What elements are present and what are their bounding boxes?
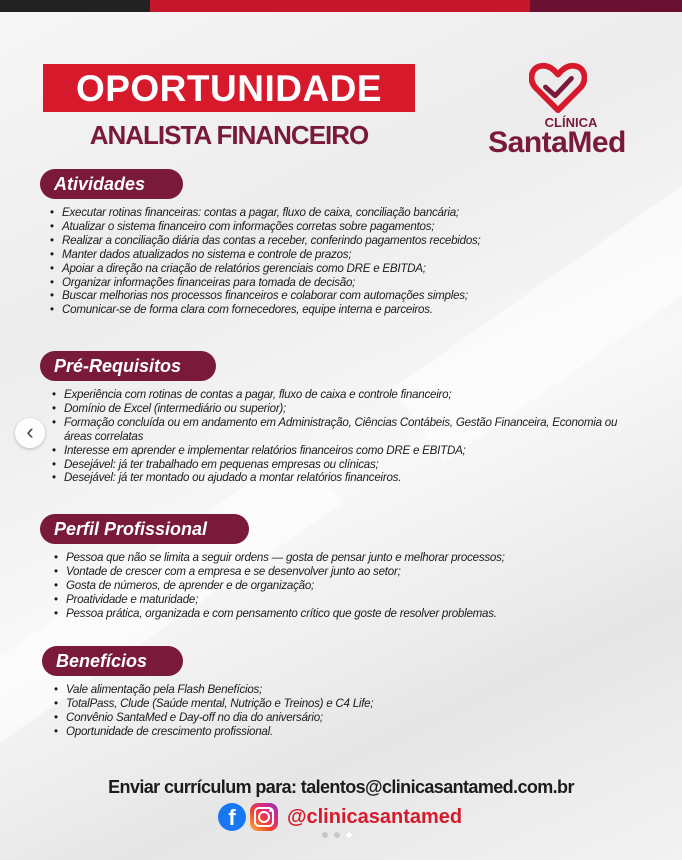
social-handle: @clinicasantamed xyxy=(287,806,463,828)
beneficios-list xyxy=(52,683,552,739)
section-heading-beneficios: Benefícios xyxy=(42,646,183,676)
list-item: • Comunicar-se de forma clara com fornecedores, equipe interna e parceiros. xyxy=(48,303,648,317)
top-color-bar xyxy=(0,0,682,12)
list-item: • Executar rotinas financeiras: contas a pagar, fluxo de caixa, conciliação bancária; xyxy=(48,206,648,220)
list-item: • Manter dados atualizados no sistema e controle de prazos; xyxy=(48,248,648,262)
list-item: • Pessoa prática, organizada e com pensamento crítico que goste de resolver problemas. xyxy=(52,607,652,621)
carousel-dot[interactable] xyxy=(334,832,340,838)
list-item: • Realizar a conciliação diária das contas a receber, conferindo pagamentos recebidos; xyxy=(48,234,648,248)
section-heading-pre-requisitos: Pré-Requisitos xyxy=(40,351,216,381)
page-title: OPORTUNIDADE xyxy=(75,68,383,109)
carousel-dots xyxy=(322,832,362,840)
facebook-icon: f xyxy=(218,803,246,831)
list-item: • Experiência com rotinas de contas a pagar, fluxo de caixa e controle financeiro; xyxy=(50,388,640,402)
list-item: • Formação concluída ou em andamento em Administração, Ciências Contábeis, Gestão Financeira, Economia ou áreas correlatas xyxy=(50,416,640,444)
list-item: • Desejável: já ter montado ou ajudado a montar relatórios financeiros. xyxy=(50,471,640,485)
section-heading-atividades: Atividades xyxy=(40,169,183,199)
list-item: • Proatividade e maturidade; xyxy=(52,593,652,607)
list-item: • Domínio de Excel (intermediário ou superior); xyxy=(50,402,640,416)
instagram-icon xyxy=(250,803,278,831)
list-item: • Atualizar o sistema financeiro com informações corretas sobre pagamentos; xyxy=(48,220,648,234)
pre-requisitos-list xyxy=(50,388,640,485)
atividades-list xyxy=(48,206,648,317)
list-item: • Interesse em aprender e implementar relatórios financeiros como DRE e EBITDA; xyxy=(50,444,640,458)
carousel-dot-active[interactable] xyxy=(346,832,352,838)
list-item: • Pessoa que não se limita a seguir ordens — gosta de pensar junto e melhorar processos; xyxy=(52,551,652,565)
heart-check-icon xyxy=(529,62,587,114)
carousel-prev-button[interactable]: ‹ xyxy=(15,418,45,448)
list-item: • Convênio SantaMed e Day-off no dia do aniversário; xyxy=(52,711,552,725)
job-subtitle: ANALISTA FINANCEIRO xyxy=(89,120,369,150)
list-item: • Apoiar a direção na criação de relatórios gerenciais como DRE e EBITDA; xyxy=(48,262,648,276)
perfil-list xyxy=(52,551,652,621)
logo-santamed-text: SantaMed xyxy=(488,126,626,159)
list-item: • Gosta de números, de aprender e de organização; xyxy=(52,579,652,593)
list-item: • Vontade de crescer com a empresa e se desenvolver junto ao setor; xyxy=(52,565,652,579)
section-heading-perfil-profissional: Perfil Profissional xyxy=(40,514,249,544)
list-item: • Organizar informações financeiras para tomada de decisão; xyxy=(48,276,648,290)
send-cv-text: Enviar currículum para: talentos@clinicasantamed.com.br xyxy=(108,777,574,797)
list-item: • Oportunidade de crescimento profissional. xyxy=(52,725,552,739)
carousel-dot[interactable] xyxy=(322,832,328,838)
list-item: • Buscar melhorias nos processos financeiros e colaborar com automações simples; xyxy=(48,289,648,303)
list-item: • TotalPass, Clude (Saúde mental, Nutrição e Treinos) e C4 Life; xyxy=(52,697,552,711)
list-item: • Desejável: já ter trabalhado em pequenas empresas ou clínicas; xyxy=(50,458,640,472)
list-item: • Vale alimentação pela Flash Benefícios; xyxy=(52,683,552,697)
logo-clinica-text: CLÍNICA xyxy=(544,115,598,130)
